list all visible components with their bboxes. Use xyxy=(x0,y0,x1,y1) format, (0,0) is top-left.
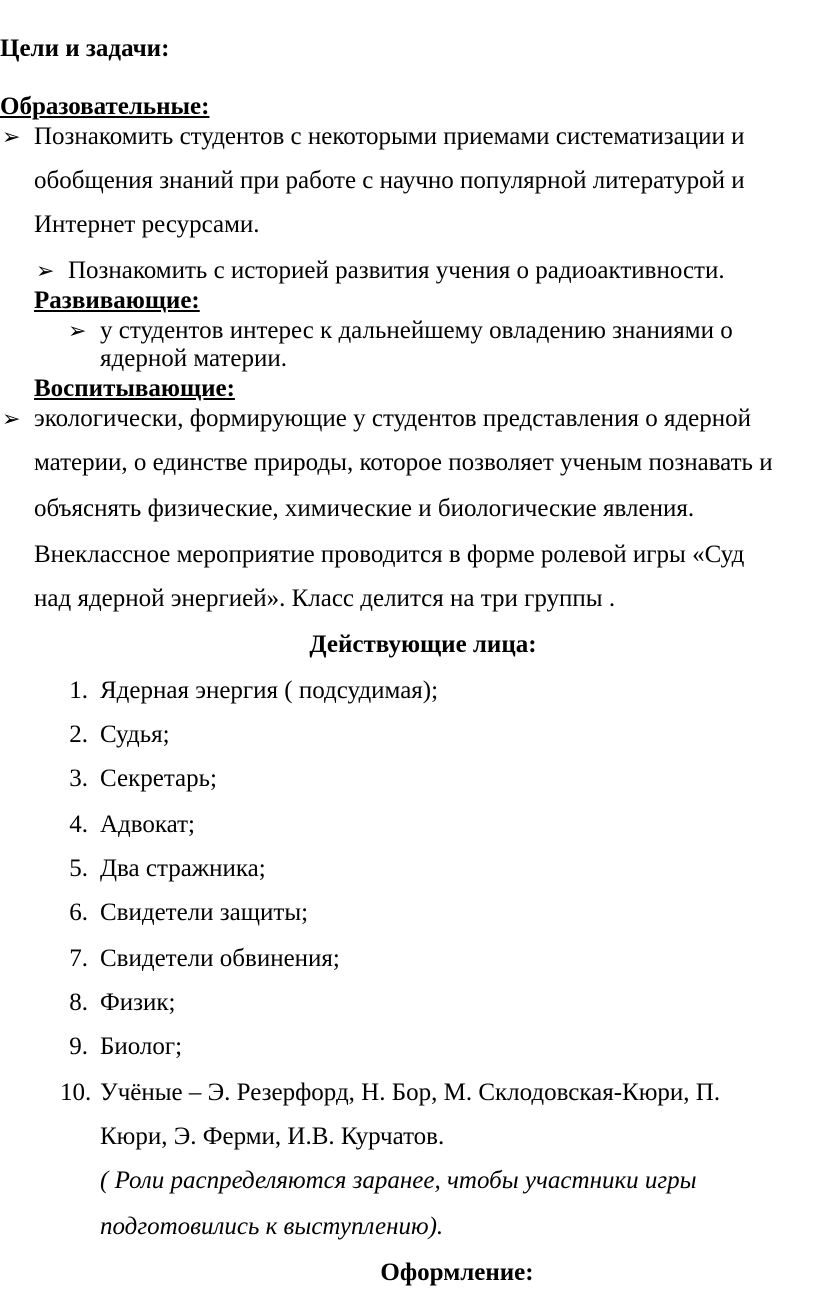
list-item-number: 10. xyxy=(60,1079,92,1106)
developing-item1-line1: у студентов интерес к дальнейшему овладению знаниями о xyxy=(100,317,733,344)
upbringing-item1-line3: объяснять физические, химические и биологические явления. xyxy=(34,495,695,522)
page-heading: Цели и задачи: xyxy=(0,35,170,62)
bullet-arrow-icon: ➢ xyxy=(68,318,87,343)
educational-item1-line3: Интернет ресурсами. xyxy=(34,211,260,238)
bullet-arrow-icon: ➢ xyxy=(2,124,21,149)
list-item: Судья; xyxy=(100,721,170,748)
list-item-continuation: Кюри, Э. Ферми, И.В. Курчатов. xyxy=(100,1123,445,1150)
bullet-arrow-icon: ➢ xyxy=(36,258,55,283)
educational-item1-line2: обобщения знаний при работе с научно популярной литературой и xyxy=(34,167,745,194)
list-item-number: 5. xyxy=(69,855,88,882)
list-item-number: 2. xyxy=(69,721,88,748)
upbringing-item1-line1: экологически, формирующие у студентов представления о ядерной xyxy=(34,405,752,432)
list-item-number: 4. xyxy=(69,811,88,838)
list-item: Адвокат; xyxy=(100,811,195,838)
characters-title: Действующие лица: xyxy=(309,631,537,658)
upbringing-item1-line2: материи, о единстве природы, которое позволяет ученым познавать и xyxy=(34,449,773,476)
educational-item1-line1: Познакомить студентов с некоторыми приемами систематизации и xyxy=(34,123,745,150)
list-item: Секретарь; xyxy=(100,765,217,792)
bullet-arrow-icon: ➢ xyxy=(2,406,21,431)
list-item: Свидетели обвинения; xyxy=(100,945,340,972)
section-title-upbringing: Воспитывающие: xyxy=(34,375,235,402)
intro-line2: над ядерной энергией». Класс делится на три группы . xyxy=(34,585,616,612)
list-item: Биолог; xyxy=(100,1033,183,1060)
list-item-number: 1. xyxy=(69,677,88,704)
list-item-number: 7. xyxy=(69,945,88,972)
list-item: Ядерная энергия ( подсудимая); xyxy=(100,677,439,704)
design-title: Оформление: xyxy=(380,1259,534,1286)
section-title-developing: Развивающие: xyxy=(34,287,200,314)
section-title-educational: Образовательные: xyxy=(0,93,210,120)
educational-item2: Познакомить с историей развития учения о радиоактивности. xyxy=(68,257,725,284)
intro-line1: Внеклассное мероприятие проводится в форме ролевой игры «Суд xyxy=(34,541,745,568)
list-item: Физик; xyxy=(100,989,176,1016)
roles-note-line1: ( Роли распределяются заранее, чтобы участники игры xyxy=(100,1167,697,1194)
list-item-number: 8. xyxy=(69,989,88,1016)
list-item: Учёные – Э. Резерфорд, Н. Бор, М. Склодовская-Кюри, П. xyxy=(100,1079,721,1106)
list-item: Два стражника; xyxy=(100,855,266,882)
list-item-number: 9. xyxy=(69,1033,88,1060)
list-item: Свидетели защиты; xyxy=(100,899,309,926)
list-item-number: 3. xyxy=(69,765,88,792)
roles-note-line2: подготовились к выступлению). xyxy=(100,1213,444,1240)
list-item-number: 6. xyxy=(69,899,88,926)
developing-item1-line2: ядерной материи. xyxy=(100,345,287,372)
